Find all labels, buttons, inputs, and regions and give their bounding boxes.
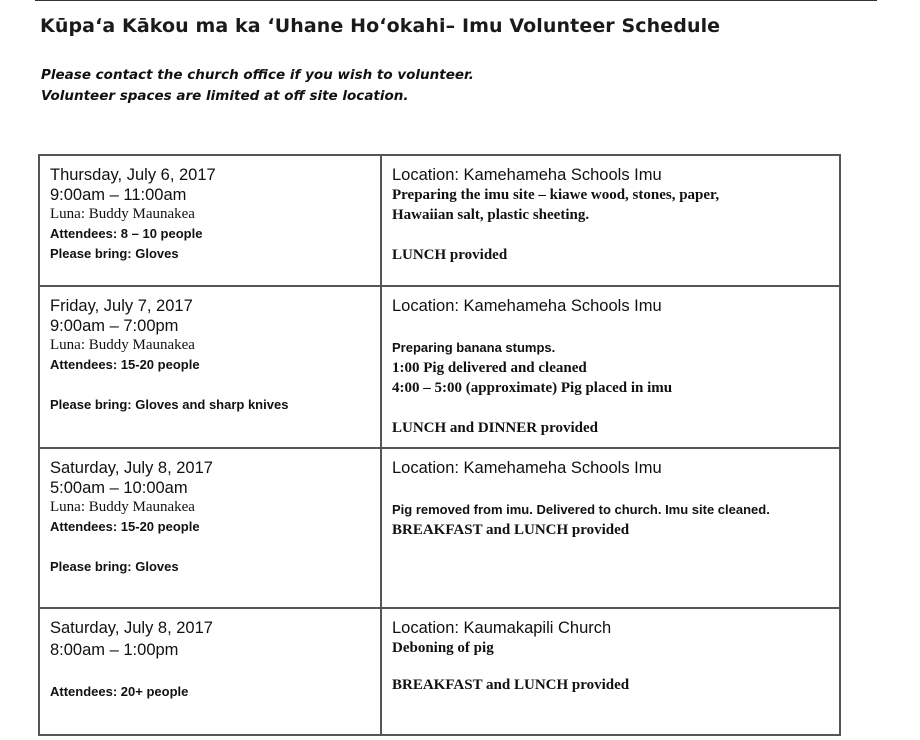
schedule-where-cell <box>381 155 840 286</box>
event-description: 4:00 – 5:00 (approximate) Pig placed in imu <box>392 380 673 396</box>
schedule-row <box>39 448 840 608</box>
event-attendees: Attendees: 8 – 10 people <box>50 226 203 241</box>
event-location: Location: Kaumakapili Church <box>392 619 612 637</box>
event-time: 9:00am – 7:00pm <box>50 317 179 335</box>
event-bring: Please bring: Gloves and sharp knives <box>50 397 289 412</box>
event-meal: BREAKFAST and LUNCH provided <box>392 522 630 538</box>
schedule-row <box>39 286 840 448</box>
event-bring: Please bring: Gloves <box>50 246 179 261</box>
event-attendees: Attendees: 15-20 people <box>50 357 200 372</box>
event-time: 8:00am – 1:00pm <box>50 641 179 659</box>
event-location: Location: Kamehameha Schools Imu <box>392 166 662 184</box>
schedule-where-cell <box>381 448 840 608</box>
event-attendees: Attendees: 15-20 people <box>50 519 200 534</box>
event-description: Deboning of pig <box>392 640 494 656</box>
notice-line-limited: Volunteer spaces are limited at off site location. <box>41 88 409 104</box>
schedule-when-cell <box>39 448 381 608</box>
schedule-where-cell <box>381 286 840 448</box>
document-title: Kūpaʻa Kākou ma ka ʻUhane Hoʻokahi– Imu Volunteer Schedule <box>40 15 721 37</box>
event-description: Preparing banana stumps. <box>392 340 556 355</box>
event-description: Pig removed from imu. Delivered to church. Imu site cleaned. <box>392 502 770 517</box>
event-date: Thursday, July 6, 2017 <box>50 166 216 184</box>
event-description: Preparing the imu site – kiawe wood, stones, paper, <box>392 187 720 203</box>
event-description: Hawaiian salt, plastic sheeting. <box>392 207 590 223</box>
schedule-row <box>39 155 840 286</box>
event-time: 9:00am – 11:00am <box>50 186 187 204</box>
event-luna: Luna: Buddy Maunakea <box>50 499 195 515</box>
event-location: Location: Kamehameha Schools Imu <box>392 459 662 477</box>
event-time: 5:00am – 10:00am <box>50 479 188 497</box>
schedule-when-cell <box>39 155 381 286</box>
event-meal: LUNCH provided <box>392 247 508 263</box>
event-date: Friday, July 7, 2017 <box>50 297 193 315</box>
event-attendees: Attendees: 20+ people <box>50 684 189 699</box>
volunteer-notice <box>41 65 474 107</box>
event-description: 1:00 Pig delivered and cleaned <box>392 360 587 376</box>
event-luna: Luna: Buddy Maunakea <box>50 206 195 222</box>
event-meal: LUNCH and DINNER provided <box>392 420 599 436</box>
top-rule <box>35 0 877 1</box>
schedule-row <box>39 608 840 735</box>
schedule-when-cell <box>39 286 381 448</box>
schedule-table <box>38 154 841 736</box>
event-date: Saturday, July 8, 2017 <box>50 459 213 477</box>
event-bring: Please bring: Gloves <box>50 559 179 574</box>
event-meal: BREAKFAST and LUNCH provided <box>392 677 630 693</box>
event-date: Saturday, July 8, 2017 <box>50 619 213 637</box>
schedule-when-cell <box>39 608 381 735</box>
schedule-where-cell <box>381 608 840 735</box>
event-location: Location: Kamehameha Schools Imu <box>392 297 662 315</box>
notice-line-contact: Please contact the church office if you wish to volunteer. <box>41 67 474 83</box>
event-luna: Luna: Buddy Maunakea <box>50 337 195 353</box>
